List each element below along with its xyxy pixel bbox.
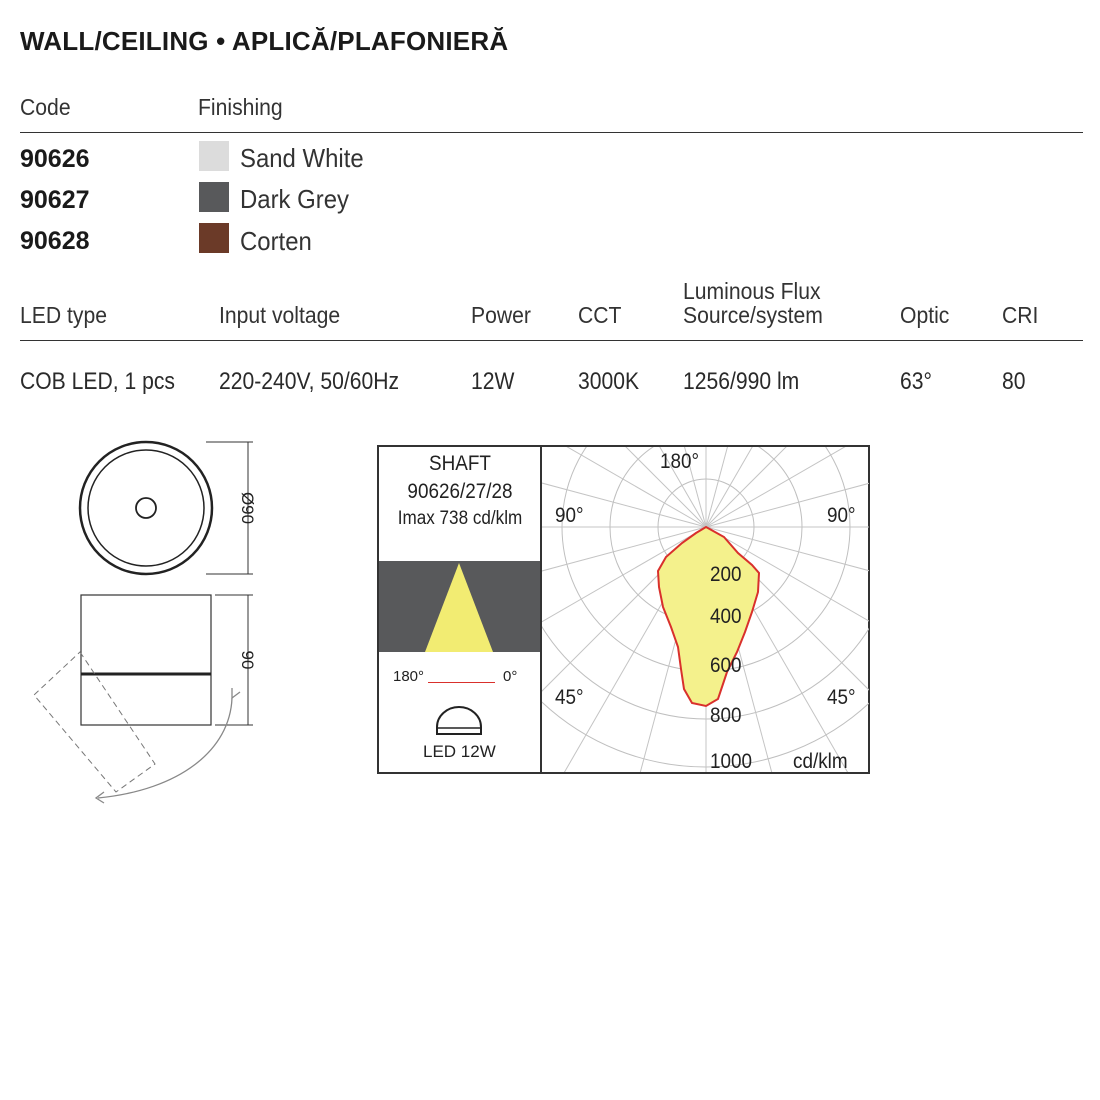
angle-top-label: 180° [660, 450, 700, 473]
led-type-value: COB LED, 1 pcs [20, 368, 175, 395]
led-dome-icon [433, 705, 485, 739]
top-view [80, 442, 253, 574]
variant-code: 90626 [20, 145, 90, 173]
finish-swatch [199, 223, 229, 253]
ring-label: 800 [710, 704, 742, 727]
page-title: WALL/CEILING • APLICĂ/PLAFONIERĂ [20, 26, 509, 56]
cct-value: 3000K [578, 368, 640, 395]
cct-header: CCT [578, 302, 622, 328]
side-view [34, 595, 253, 803]
product-name: SHAFT [429, 452, 491, 475]
angle-right-45-label: 45° [827, 686, 856, 709]
technical-drawing [0, 420, 370, 820]
beam-panel [379, 561, 540, 652]
variant-code: 90628 [20, 227, 90, 255]
product-codes: 90626/27/28 [407, 480, 513, 503]
header-divider [20, 132, 1083, 133]
source-label: LED 12W [423, 742, 496, 761]
ring-label: 600 [710, 654, 742, 677]
finish-swatch [199, 182, 229, 212]
angle-right-90-label: 90° [827, 504, 856, 527]
legend-right-label: 0° [503, 668, 518, 685]
height-label: 90 [238, 650, 257, 670]
cri-header: CRI [1002, 302, 1039, 328]
power-value: 12W [471, 368, 515, 395]
polar-spoke [706, 447, 791, 527]
specs-divider [20, 340, 1083, 341]
power-header: Power [471, 302, 531, 328]
cri-value: 80 [1002, 368, 1026, 395]
variant-code: 90627 [20, 186, 90, 214]
ring-label: 1000 [710, 750, 753, 773]
angle-left-90-label: 90° [555, 504, 584, 527]
variant-finishing: Sand White [240, 143, 364, 173]
polar-plot [542, 447, 869, 772]
flux-value: 1256/990 lm [683, 368, 800, 395]
diameter-label: Ø90 [238, 491, 257, 525]
variant-finishing: Corten [240, 226, 312, 256]
input-voltage-value: 220-240V, 50/60Hz [219, 368, 400, 395]
ring-label: 200 [710, 563, 742, 586]
finish-swatch [199, 141, 229, 171]
optic-header: Optic [900, 302, 950, 328]
unit-label: cd/klm [793, 750, 848, 773]
flux-header-line2: Source/system [683, 302, 823, 328]
optic-value: 63° [900, 368, 932, 395]
finishing-header: Finishing [198, 94, 283, 120]
angle-left-45-label: 45° [555, 686, 584, 709]
legend-line [428, 682, 495, 683]
beam-cone-icon [379, 561, 540, 652]
imax-label: Imax 738 cd/klm [397, 508, 523, 529]
ring-label: 400 [710, 605, 742, 628]
legend-left-label: 180° [393, 668, 425, 685]
code-header: Code [20, 94, 71, 120]
luminous-curve [658, 527, 759, 706]
flux-header-line1: Luminous Flux [683, 278, 821, 304]
input-voltage-header: Input voltage [219, 302, 341, 328]
variant-finishing: Dark Grey [240, 184, 349, 214]
led-type-header: LED type [20, 302, 108, 328]
